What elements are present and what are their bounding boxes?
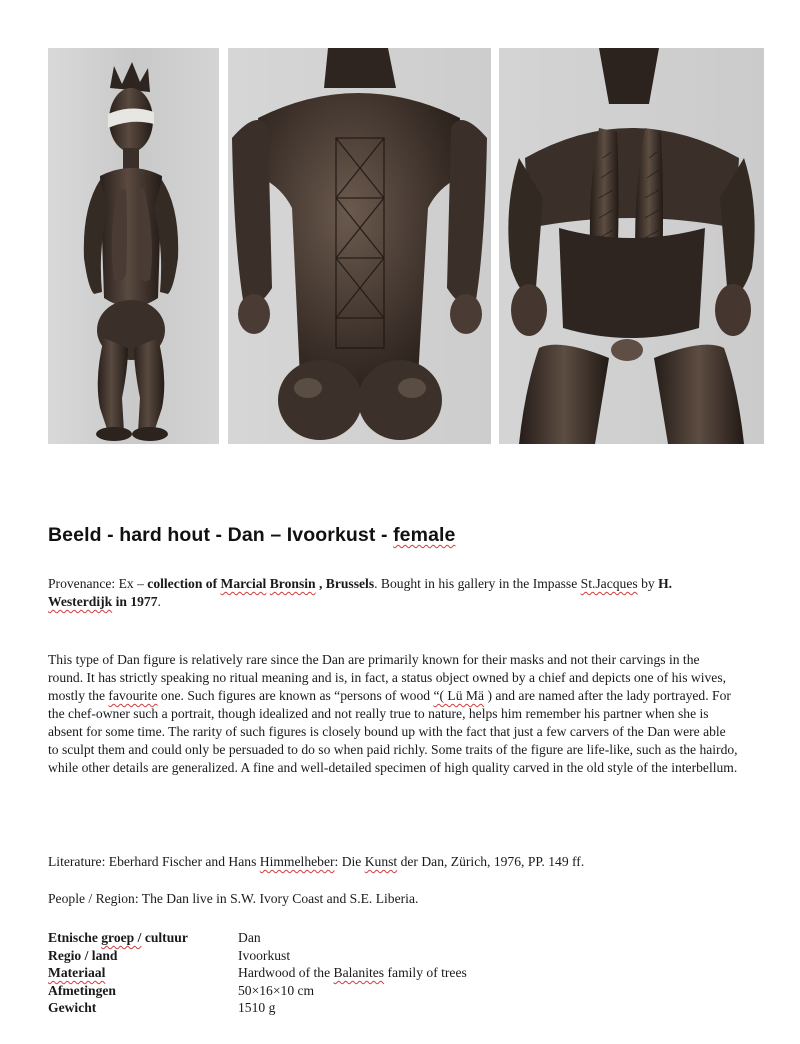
literature-himmelheber: Himmelheber [259, 854, 335, 869]
provenance-paragraph: Provenance: Ex – collection of Marcial Bronsin , Brussels. Bought in his gallery in the Impasse St.Jacques by H. Westerdijk in 1977. [48, 576, 673, 609]
literature-paragraph: Literature: Eberhard Fischer and Hans Himmelheber: Die Kunst der Dan, Zürich, 1976, PP. 149 ff. [48, 854, 585, 869]
provenance-collection: collection of Marcial Bronsin , Brussels [147, 576, 375, 591]
spec-row-weight [48, 999, 467, 1017]
figure-full-image [48, 48, 219, 444]
photo-torso-closeup [228, 48, 491, 444]
spec-value-weight: 1510 g [238, 1000, 276, 1015]
spec-row-ethnic-group [48, 929, 467, 947]
description-lu-ma: “( Lü Mä [433, 688, 485, 703]
description-paragraph: This type of Dan figure is relatively rare since the Dan are primarily known for their masks and not their carvings in the round. It has strictly speaking no ritual meaning and is, in fact, a status object owned by a chief and depicts one of his wives, mostly the favourite one. Such figures are known as “persons of wood “( Lü Mä ) and are named after the lady portrayed. For the chef-owner such a portrait, though idealized and not really true to nature, helps him remember his partner when she is absent for some time. The rarity of such figures is closely bound up with the fact that just a few carvers of the Dan were able to sculpt them and could only be persuaded to do so when paid richly. Some traits of the figure are life-like, such as the hairdo, while other details are generalized. A fine and well-detailed specimen of high quality carved in the old style of the interbellum. [48, 652, 738, 775]
provenance-label: Provenance: Ex – [48, 576, 148, 591]
spec-key-dimensions: Afmetingen [48, 982, 116, 998]
spec-key-material: Materiaal [48, 965, 106, 980]
spec-row-region [48, 947, 467, 965]
spec-value-ethnic-group: Dan [238, 930, 261, 945]
provenance-gallery: . Bought in his gallery in the Impasse [374, 576, 581, 591]
spec-key-weight: Gewicht [48, 1000, 97, 1015]
torso-closeup-image [228, 48, 491, 444]
spec-key-ethnic-group: Etnische groep / cultuur [48, 930, 188, 945]
document-title [48, 524, 455, 547]
literature-kunst: Kunst [364, 854, 398, 869]
spec-value-material: Hardwood of the Balanites family of trees [238, 965, 467, 980]
spec-value-dimensions: 50×16×10 cm [238, 982, 315, 998]
description-favourite: favourite [108, 688, 158, 703]
photo-strip [48, 48, 764, 444]
front-closeup-image [499, 48, 764, 444]
people-region-paragraph: People / Region: The Dan live in S.W. Ivory Coast and S.E. Liberia. [48, 891, 419, 906]
provenance-street: St.Jacques [580, 576, 638, 591]
photo-front-closeup [499, 48, 764, 444]
title-female: female [393, 524, 456, 546]
spec-value-region: Ivoorkust [238, 947, 291, 963]
photo-full-figure [48, 48, 219, 444]
spec-row-material [48, 964, 467, 982]
provenance-buyer: H. Westerdijk in 1977 [48, 576, 673, 609]
spec-key-region: Regio / land [48, 947, 118, 963]
specs-table [48, 929, 467, 1017]
title-main: Beeld - hard hout - Dan – Ivoorkust - [48, 524, 394, 546]
spec-row-dimensions [48, 982, 467, 1000]
